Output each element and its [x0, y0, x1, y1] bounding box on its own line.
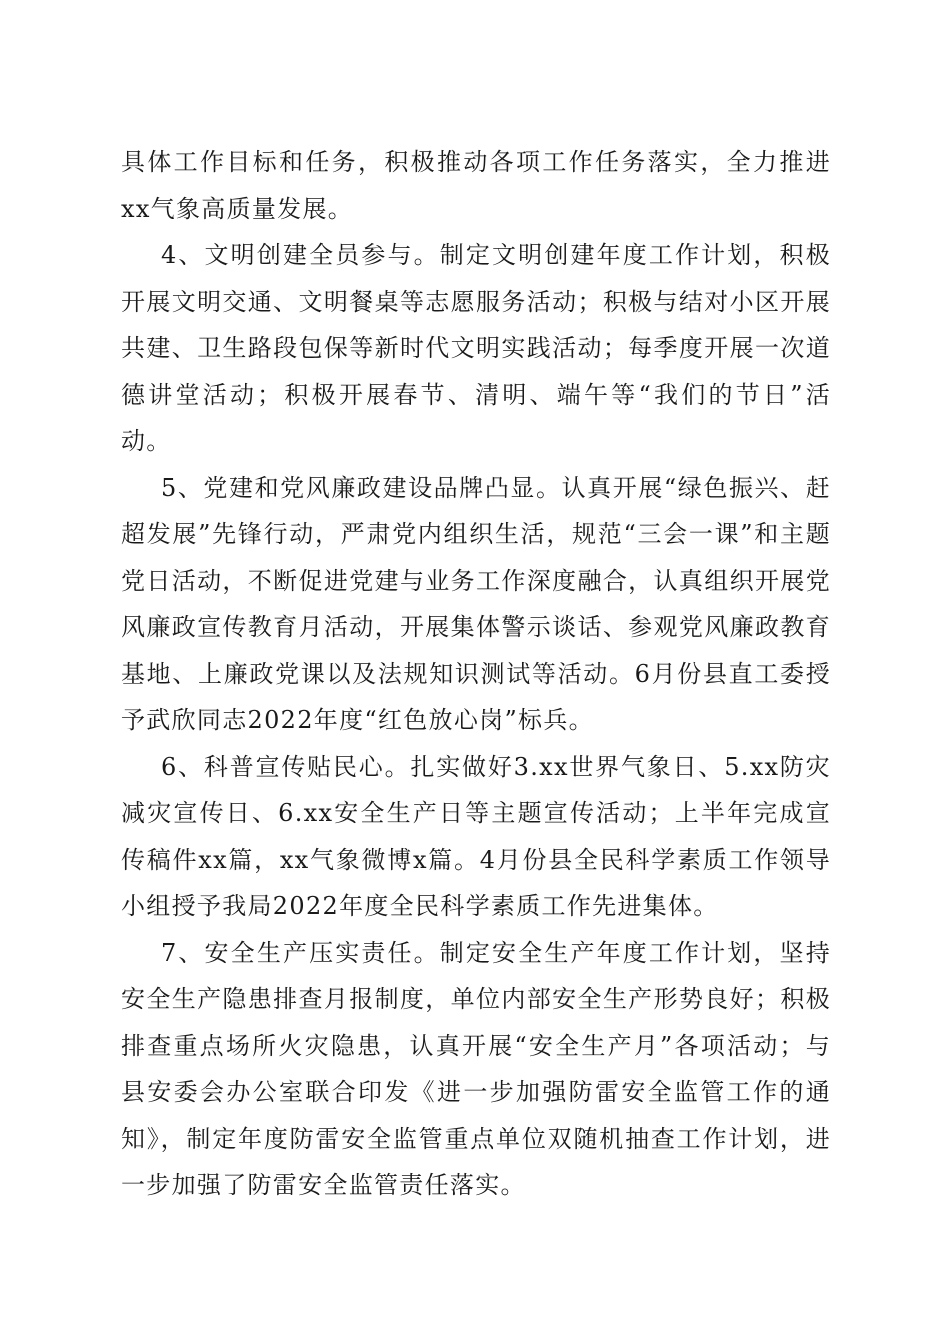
paragraph-item-4: 4、文明创建全员参与。制定文明创建年度工作计划，积极开展文明交通、文明餐桌等志愿服务活动；积极与结对小区开展共建、卫生路段包保等新时代文明实践活动；每季度开展一次道德讲堂活动；积极开展春节、清明、端午等“我们的节日”活动。	[121, 241, 831, 455]
paragraph-continuation: 具体工作目标和任务，积极推动各项工作任务落实，全力推进xx气象高质量发展。	[121, 148, 831, 223]
paragraph-item-5: 5、党建和党风廉政建设品牌凸显。认真开展“绿色振兴、赶超发展”先锋行动，严肃党内组织生活，规范“三会一课”和主题党日活动，不断促进党建与业务工作深度融合，认真组织开展党风廉政宣传教育月活动，开展集体警示谈话、参观党风廉政教育基地、上廉政党课以及法规知识测试等活动。6月份县直工委授予武欣同志2022年度“红色放心岗”标兵。	[121, 473, 831, 734]
document-body	[121, 139, 831, 1209]
paragraph-item-6: 6、科普宣传贴民心。扎实做好3.xx世界气象日、5.xx防灾减灾宣传日、6.xx安全生产日等主题宣传活动；上半年完成宣传稿件xx篇，xx气象微博x篇。4月份县全民科学素质工作领导小组授予我局2022年度全民科学素质工作先进集体。	[121, 752, 831, 920]
paragraph-item-7: 7、安全生产压实责任。制定安全生产年度工作计划，坚持安全生产隐患排查月报制度，单位内部安全生产形势良好；积极排查重点场所火灾隐患，认真开展“安全生产月”各项活动；与县安委会办公室联合印发《进一步加强防雷安全监管工作的通知》，制定年度防雷安全监管重点单位双随机抽查工作计划，进一步加强了防雷安全监管责任落实。	[121, 938, 831, 1199]
